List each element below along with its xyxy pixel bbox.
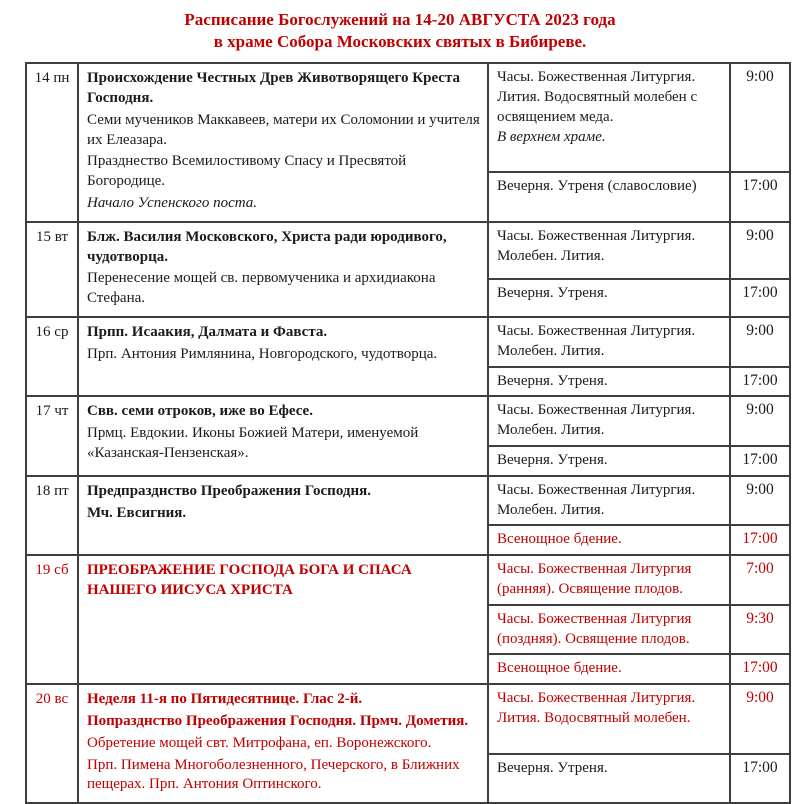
schedule-table bbox=[25, 62, 791, 804]
service-text bbox=[489, 755, 729, 803]
service-time: 9:00 bbox=[729, 318, 789, 366]
service-row bbox=[489, 477, 789, 525]
service-time: 17:00 bbox=[729, 655, 789, 683]
service-row bbox=[489, 604, 789, 654]
service-row bbox=[489, 445, 789, 475]
services-cell bbox=[489, 397, 789, 474]
date-cell: 15 вт bbox=[27, 223, 79, 316]
services-cell bbox=[489, 318, 789, 395]
description-line: Прпп. Исаакия, Далмата и Фавста. bbox=[87, 323, 328, 340]
service-row bbox=[489, 318, 789, 366]
description-line: Попразднство Преображения Господня. Прмч. Дометия. bbox=[87, 712, 469, 729]
service-row bbox=[489, 753, 789, 803]
service-line: Часы. Божественная Литургия. Молебен. Лития. bbox=[497, 227, 696, 264]
table-row bbox=[27, 316, 789, 395]
table-row bbox=[27, 475, 789, 554]
service-line: Вечерня. Утреня (славословие) bbox=[497, 178, 697, 195]
service-text bbox=[489, 606, 729, 654]
description-line: Семи мучеников Маккавеев, матери их Соломонии и учителя их Елеазара. bbox=[87, 111, 480, 148]
services-cell bbox=[489, 64, 789, 221]
service-line: Часы. Божественная Литургия. Молебен. Лития. bbox=[497, 481, 696, 518]
description-cell bbox=[79, 64, 489, 221]
description-cell bbox=[79, 477, 489, 554]
description-line: ПРЕОБРАЖЕНИЕ ГОСПОДА БОГА И СПАСА НАШЕГО ИИСУСА ХРИСТА bbox=[87, 562, 412, 598]
date-cell: 14 пн bbox=[27, 64, 79, 221]
description-line: Происхождение Честных Древ Животворящего Креста Господня. bbox=[87, 70, 461, 106]
service-line: Вечерня. Утреня. bbox=[497, 451, 608, 468]
service-line: В верхнем храме. bbox=[497, 128, 606, 145]
description-line: Неделя 11-я по Пятидесятнице. Глас 2-й. bbox=[87, 691, 363, 708]
service-text bbox=[489, 280, 729, 316]
service-row bbox=[489, 524, 789, 554]
title-line-1: Расписание Богослужений на 14-20 АВГУСТА 2023 года bbox=[184, 10, 616, 29]
service-time: 17:00 bbox=[729, 368, 789, 396]
service-time: 9:00 bbox=[729, 477, 789, 525]
service-line: Часы. Божественная Литургия. Лития. Водосвятный молебен. bbox=[497, 690, 696, 726]
service-line: Вечерня. Утреня. bbox=[497, 285, 608, 302]
service-text bbox=[489, 318, 729, 366]
service-line: Всенощное бдение. bbox=[497, 660, 622, 677]
service-time: 9:00 bbox=[729, 64, 789, 171]
service-time: 17:00 bbox=[729, 526, 789, 554]
service-text bbox=[489, 477, 729, 525]
description-line: Свв. семи отроков, иже во Ефесе. bbox=[87, 403, 313, 420]
date-cell: 16 ср bbox=[27, 318, 79, 395]
services-cell bbox=[489, 556, 789, 683]
service-row bbox=[489, 366, 789, 396]
table-row bbox=[27, 221, 789, 316]
description-line: Обретение мощей свт. Митрофана, еп. Воронежского. bbox=[87, 734, 432, 751]
description-line: Прп. Антония Римлянина, Новгородского, чудотворца. bbox=[87, 345, 438, 362]
service-line: Часы. Божественная Литургия (поздняя). Освящение плодов. bbox=[497, 610, 692, 647]
service-time: 17:00 bbox=[729, 447, 789, 475]
services-cell bbox=[489, 477, 789, 554]
service-text bbox=[489, 685, 729, 752]
service-text bbox=[489, 64, 729, 171]
table-row bbox=[27, 554, 789, 683]
description-cell bbox=[79, 556, 489, 683]
service-row bbox=[489, 556, 789, 604]
service-time: 9:00 bbox=[729, 223, 789, 279]
service-row bbox=[489, 64, 789, 171]
page-title bbox=[0, 0, 800, 62]
date-cell: 19 сб bbox=[27, 556, 79, 683]
service-row bbox=[489, 223, 789, 279]
service-time: 9:30 bbox=[729, 606, 789, 654]
description-line: Прп. Пимена Многоболезненного, Печерского, в Ближних пещерах. Прп. Антония Оптинского. bbox=[87, 756, 460, 793]
description-cell bbox=[79, 318, 489, 395]
service-line: Часы. Божественная Литургия. Лития. Водосвятный молебен с освящением меда. bbox=[497, 69, 698, 125]
description-line: Перенесение мощей св. первомученика и архидиакона Стефана. bbox=[87, 270, 436, 307]
service-line: Всенощное бдение. bbox=[497, 531, 622, 548]
service-time: 7:00 bbox=[729, 556, 789, 604]
service-row bbox=[489, 397, 789, 445]
service-time: 9:00 bbox=[729, 685, 789, 752]
service-text bbox=[489, 526, 729, 554]
service-text bbox=[489, 368, 729, 396]
table-row bbox=[27, 64, 789, 221]
title-line-2: в храме Собора Московских святых в Бибиреве. bbox=[213, 32, 587, 52]
date-cell: 20 вс bbox=[27, 685, 79, 802]
description-line: Празднество Всемилостивому Спасу и Пресвятой Богородице. bbox=[87, 153, 407, 190]
description-line: Начало Успенского поста. bbox=[87, 194, 258, 211]
table-row bbox=[27, 395, 789, 474]
service-text bbox=[489, 223, 729, 279]
service-time: 17:00 bbox=[729, 173, 789, 221]
services-cell bbox=[489, 685, 789, 802]
description-cell bbox=[79, 685, 489, 802]
date-cell: 17 чт bbox=[27, 397, 79, 474]
service-text bbox=[489, 556, 729, 604]
service-row bbox=[489, 278, 789, 316]
description-line: Предпразднство Преображения Господня. bbox=[87, 482, 371, 499]
service-time: 17:00 bbox=[729, 280, 789, 316]
services-cell bbox=[489, 223, 789, 316]
service-row bbox=[489, 653, 789, 683]
description-line: Мч. Евсигния. bbox=[87, 504, 187, 521]
description-cell bbox=[79, 223, 489, 316]
service-line: Часы. Божественная Литургия. Молебен. Лития. bbox=[497, 322, 696, 359]
service-text bbox=[489, 173, 729, 221]
service-time: 9:00 bbox=[729, 397, 789, 445]
description-line: Блж. Василия Московского, Христа ради юродивого, чудотворца. bbox=[87, 228, 447, 265]
service-line: Вечерня. Утреня. bbox=[497, 759, 608, 776]
service-row bbox=[489, 685, 789, 752]
service-time: 17:00 bbox=[729, 755, 789, 803]
description-cell bbox=[79, 397, 489, 474]
service-line: Часы. Божественная Литургия (ранняя). Освящение плодов. bbox=[497, 561, 692, 597]
date-cell: 18 пт bbox=[27, 477, 79, 554]
service-text bbox=[489, 397, 729, 445]
service-line: Часы. Божественная Литургия. Молебен. Лития. bbox=[497, 402, 696, 439]
service-line: Вечерня. Утреня. bbox=[497, 372, 608, 389]
service-text bbox=[489, 447, 729, 475]
service-row bbox=[489, 171, 789, 221]
table-row bbox=[27, 683, 789, 802]
service-text bbox=[489, 655, 729, 683]
description-line: Прмц. Евдокии. Иконы Божией Матери, именуемой «Казанская-Пензенская». bbox=[87, 425, 419, 461]
